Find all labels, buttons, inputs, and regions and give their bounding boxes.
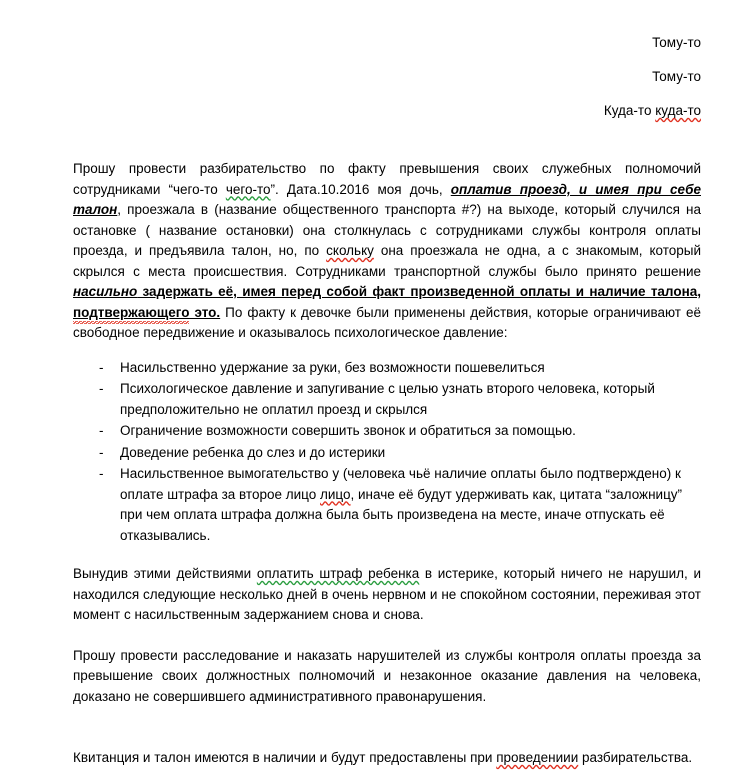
document-body	[73, 0, 701, 707]
paragraph1-run5: , проезжала в (название общественного транспорта #?) на выходе, который случился на остановке ( название остановки) она столкнулась с сотрудниками службы контроля оплаты проезда, и предъявила талон, но, по	[73, 202, 701, 258]
dash-bullet-icon: -	[99, 444, 104, 460]
list-item-label: Насильственно удержание за руки, без возможности пошевелиться	[120, 359, 545, 375]
paragraph1-run7: она проезжала не одна, а с знакомым, который скрылся с места происшествия. Сотрудниками транспортной службы было принято решение	[73, 243, 702, 279]
dash-bullet-icon: -	[99, 466, 104, 481]
grammarcheck-flagged-phrase: оплатить штраф ребенка	[256, 566, 420, 581]
addressee-line-3	[73, 101, 701, 121]
addressee-block	[73, 0, 701, 121]
list-item-run3: , иначе её будут удерживать как, цитата “заложницу” при чем оплата штрафа должна была быть произведена на месте, иначе отпускать её отказывались.	[120, 486, 683, 543]
list-item	[73, 464, 701, 546]
emphasis-forcibly: насильно	[73, 284, 138, 299]
addressee-line-1: Тому-то	[652, 35, 701, 50]
dash-bullet-icon: -	[99, 423, 104, 438]
paragraph-coerced-payment	[73, 564, 701, 626]
paragraph1-run3: ”. Дата.10.2016 моя дочь,	[270, 181, 451, 197]
dash-bullet-icon: -	[99, 359, 104, 375]
paragraph1-run1: Прошу провести разбирательство по факту превышения своих служебных полномочий сотрудниками “чего-то	[73, 161, 701, 197]
list-item-run1: Насильственное вымогательство у (человека чьё наличие оплаты было подтверждено) к оплате штрафа за второе лицо	[120, 466, 681, 502]
emphasis-paid-fare: оплатив проезд, и имея при себе талон	[73, 181, 701, 217]
spellcheck-misspelled-word: проведениии	[496, 750, 579, 765]
paragraph1-run12: По факту к девочке были применены действия, которые ограничивают её свободное передвижение и оказывалось психологическое давление:	[73, 304, 701, 340]
closing-run3: разбирательства.	[578, 750, 693, 765]
grammarcheck-flagged-phrase: чего-то	[225, 181, 271, 197]
list-item	[73, 421, 701, 442]
addressee-line-2: Тому-то	[652, 69, 701, 84]
spellcheck-misspelled-word: лицо	[320, 486, 351, 502]
closing-run1: Квитанция и талон имеются в наличии и будут предоставлены при	[73, 750, 497, 765]
closing-statement	[73, 748, 713, 769]
addressee-line-3-prefix: Куда-то	[603, 103, 656, 118]
emphasis-detain-phrase: задержать её, имея перед собой факт произведенной оплаты и наличие талона,	[137, 284, 701, 299]
list-item-label: Ограничение возможности совершить звонок и обратиться за помощью.	[120, 423, 576, 438]
list-item-label: Психологическое давление и запугивание с целью узнать второго человека, который предположительно не оплатил проезд и скрылся	[120, 381, 655, 417]
list-item-label: Доведение ребенка до слез и до истерики	[120, 444, 386, 460]
paragraph-request-investigation: Прошу провести расследование и наказать нарушителей из службы контроля оплаты проезда за превышение своих должностных полномочий и незаконное оказание давления на человека, доказано не совершившего административного правонарушения.	[73, 647, 701, 704]
list-item	[73, 443, 701, 464]
spellcheck-misspelled-word: скольку	[326, 243, 374, 258]
list-item	[73, 379, 701, 420]
spellcheck-misspelled-word-bold: подтвержающего	[73, 304, 190, 320]
spellcheck-misspelled-word: куда-то	[655, 103, 701, 118]
paragraph2-run1: Вынудив этими действиями	[73, 566, 257, 581]
violations-list	[73, 358, 701, 547]
paragraph-complaint-intro	[73, 159, 701, 344]
emphasis-this: это.	[189, 304, 221, 320]
paragraph2-run3: в истерике, который ничего не нарушил, и находился следующие несколько дней в очень нервном и не спокойном состоянии, переживая этот момент с насильственным задержанием снова и снова.	[73, 566, 701, 622]
dash-bullet-icon: -	[99, 381, 104, 396]
list-item	[73, 358, 701, 379]
